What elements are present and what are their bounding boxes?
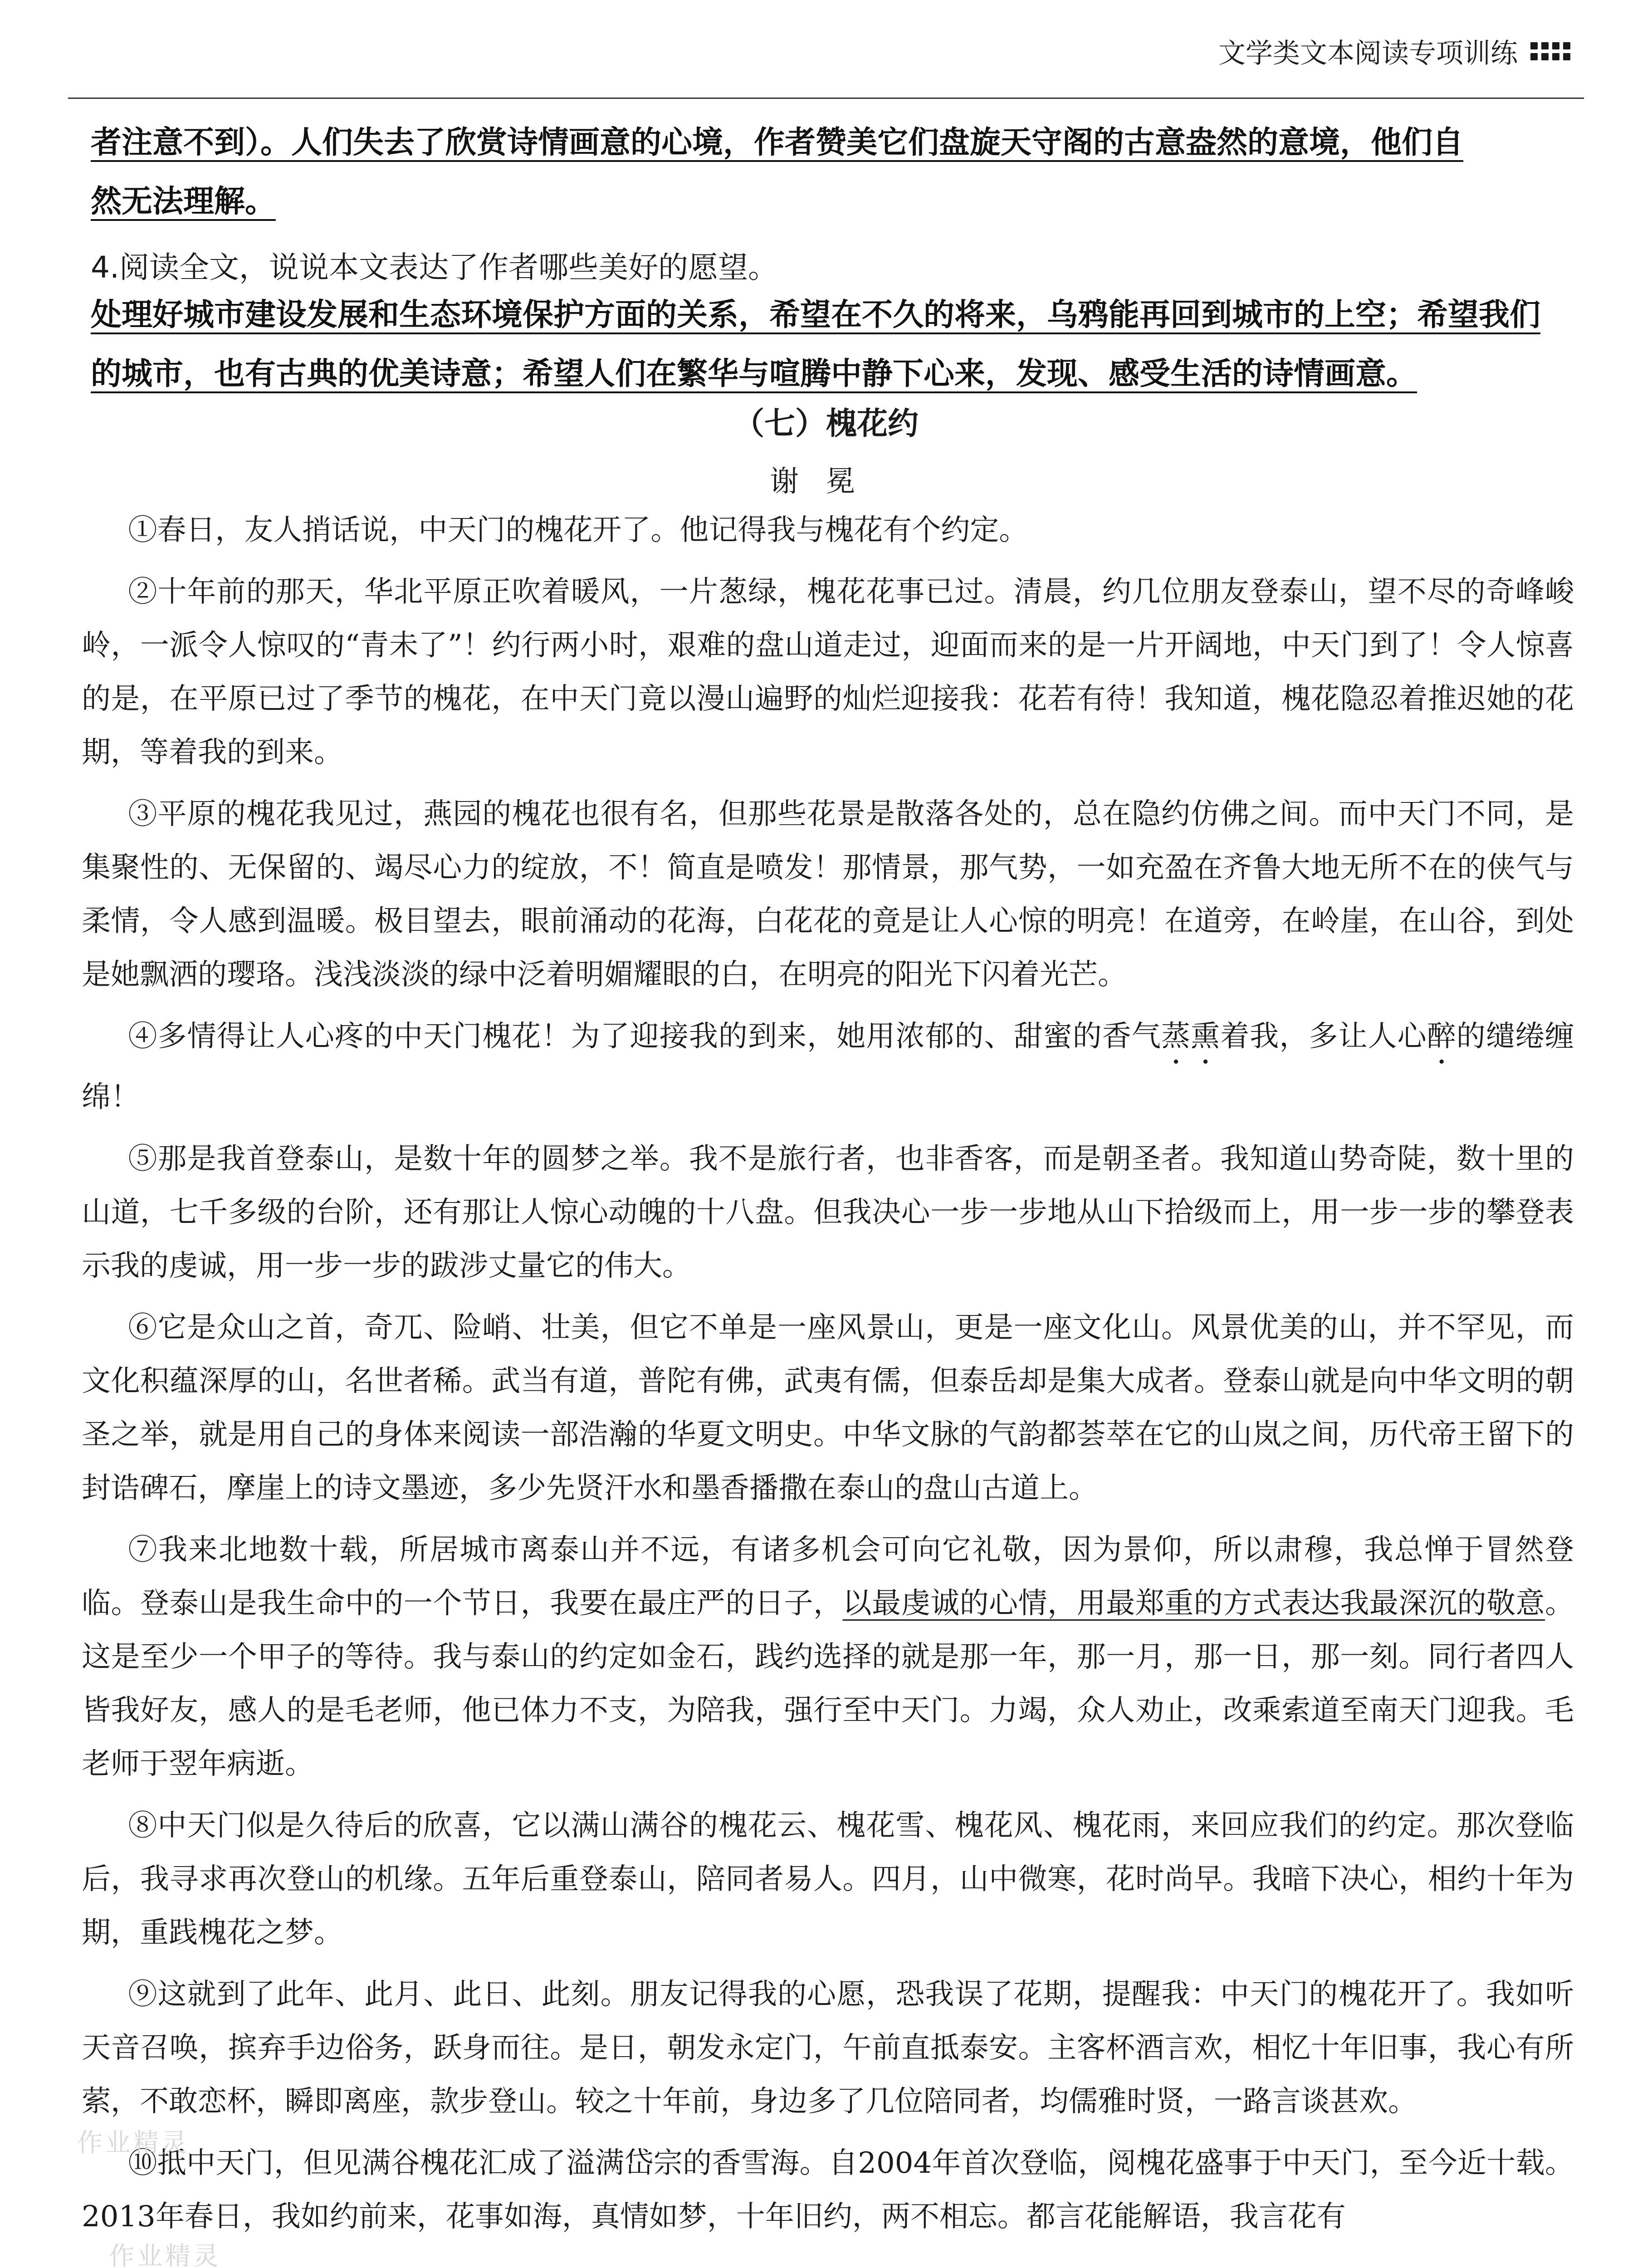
question-4-answer (91, 286, 1565, 404)
watermark: 作业精灵 (77, 2128, 190, 2158)
header-dots-icon (1530, 42, 1570, 60)
paragraph-5: ⑤那是我首登泰山，是数十年的圆梦之举。我不是旅行者，也非香客，而是朝圣者。我知道山势奇陡，数十里的山道，七千多级的台阶，还有那让人惊心动魄的十八盘。但我决心一步一步地从山下拾级而上，用一步一步的攀登表示我的虔诚，用一步一步的跋涉丈量它的伟大。 (82, 1142, 1574, 1283)
paragraph-7 (82, 1523, 1574, 1791)
header-divider (68, 98, 1584, 99)
paragraph-4-text: ④多情得让人心疼的中天门槐花！为了迎接我的到来，她用浓郁的、甜蜜的香气 (128, 1020, 1162, 1053)
paragraph-4-text: 的缱绻缠绵！ (82, 1020, 1574, 1114)
paragraph-9: ⑨这就到了此年、此月、此日、此刻。朋友记得我的心愿，恐我误了花期，提醒我：中天门的槐花开了。我如听天音召唤，摈弃手边俗务，跃身而往。是日，朝发永定门，午前直抵泰安。主客杯酒言欢，相忆十年旧事，我心有所萦，不敢恋杯，瞬即离座，款步登山。较之十年前，身边多了几位陪同者，均儒雅时贤，一路言谈甚欢。 (82, 1978, 1574, 2118)
answer-line: 的城市，也有古典的优美诗意；希望人们在繁华与喧腾中静下心来，发现、感受生活的诗情画意。 (91, 356, 1417, 392)
paragraph-7-text: ⑦我来北地数十载，所居城市离泰山并不远，有诸多机会可向它礼敬，因为景仰，所以肃穆，我总惮于冒然登临。登泰山是我生命中的一个节日，我要在最庄严的日子， (82, 1533, 1574, 1620)
paragraph-2: ②十年前的那天，华北平原正吹着暖风，一片葱绿，槐花花事已过。清晨，约几位朋友登泰山，望不尽的奇峰峻岭，一派令人惊叹的“青未了”！约行两小时，艰难的盘山道走过，迎面而来的是一片开阔地，中天门到了！令人惊喜的是，在平原已过了季节的槐花，在中天门竟以漫山遍野的灿烂迎接我：花若有待！我知道，槐花隐忍着推迟她的花期，等着我的到来。 (82, 575, 1574, 769)
article-author: 谢冕 (770, 465, 882, 499)
underlined-sentence: 以最虔诚的心情，用最郑重的方式表达我最深沉的敬意 (842, 1587, 1545, 1620)
paragraph-1: ①春日，友人捎话说，中天门的槐花开了。他记得我与槐花有个约定。 (128, 513, 1028, 547)
article-body (82, 503, 1574, 2252)
emphasis-word: 蒸熏 (1161, 1020, 1221, 1053)
header-title: 文学类文本阅读专项训练 (1218, 38, 1518, 69)
previous-answer (91, 113, 1565, 231)
watermark: 作业精灵 (109, 2242, 221, 2268)
article-title: （七）槐花约 (733, 406, 919, 442)
emphasis-word: 醉 (1427, 1020, 1456, 1053)
question-prompt: 4.阅读全文，说说本文表达了作者哪些美好的愿望。 (91, 250, 778, 285)
paragraph-4 (82, 1010, 1574, 1124)
paragraph-3: ③平原的槐花我见过，燕园的槐花也很有名，但那些花景是散落各处的，总在隐约仿佛之间。而中天门不同，是集聚性的、无保留的、竭尽心力的绽放，不！简直是喷发！那情景，那气势，一如充盈在齐鲁大地无所不在的侠气与柔情，令人感到温暖。极目望去，眼前涌动的花海，白花花的竟是让人心惊的明亮！在道旁，在岭崖，在山谷，到处是她飘洒的璎珞。浅浅淡淡的绿中泛着明媚耀眼的白，在明亮的阳光下闪着光芒。 (82, 797, 1574, 992)
answer-line: 者注意不到）。人们失去了欣赏诗情画意的心境，作者赞美它们盘旋天守阁的古意盎然的意境，他们自 (91, 125, 1464, 161)
page-header (82, 32, 1570, 71)
paragraph-8: ⑧中天门似是久待后的欣喜，它以满山满谷的槐花云、槐花雪、槐花风、槐花雨，来回应我们的约定。那次登临后，我寻求再次登山的机缘。五年后重登泰山，陪同者易人。四月，山中微寒，花时尚早。我暗下决心，相约十年为期，重践槐花之梦。 (82, 1809, 1574, 1950)
paragraph-10: ⑩抵中天门，但见满谷槐花汇成了溢满岱宗的香雪海。自2004年首次登临，阅槐花盛事于中天门，至今近十载。2013年春日，我如约前来，花事如海，真情如梦，十年旧约，两不相忘。都言花能解语，我言花有 (82, 2146, 1574, 2234)
paragraph-7-text: 。这是至少一个甲子的等待。我与泰山的约定如金石，践约选择的就是那一年，那一月，那一日，那一刻。同行者四人皆我好友，感人的是毛老师，他已体力不支，为陪我，强行至中天门。力竭，众人劝止，改乘索道至南天门迎我。毛老师于翌年病逝。 (82, 1587, 1574, 1781)
answer-line: 处理好城市建设发展和生态环境保护方面的关系，希望在不久的将来，乌鸦能再回到城市的上空；希望我们 (91, 297, 1541, 333)
paragraph-6: ⑥它是众山之首，奇兀、险峭、壮美，但它不单是一座风景山，更是一座文化山。风景优美的山，并不罕见，而文化积蕴深厚的山，名世者稀。武当有道，普陀有佛，武夷有儒，但泰岳却是集大成者。登泰山就是向中华文明的朝圣之举，就是用自己的身体来阅读一部浩瀚的华夏文明史。中华文脉的气韵都荟萃在它的山岚之间，历代帝王留下的封诰碑石，摩崖上的诗文墨迹，多少先贤汗水和墨香播撒在泰山的盘山古道上。 (82, 1311, 1574, 1505)
paragraph-4-text: 着我，多让人心 (1220, 1020, 1427, 1053)
answer-line: 然无法理解。 (91, 184, 276, 220)
